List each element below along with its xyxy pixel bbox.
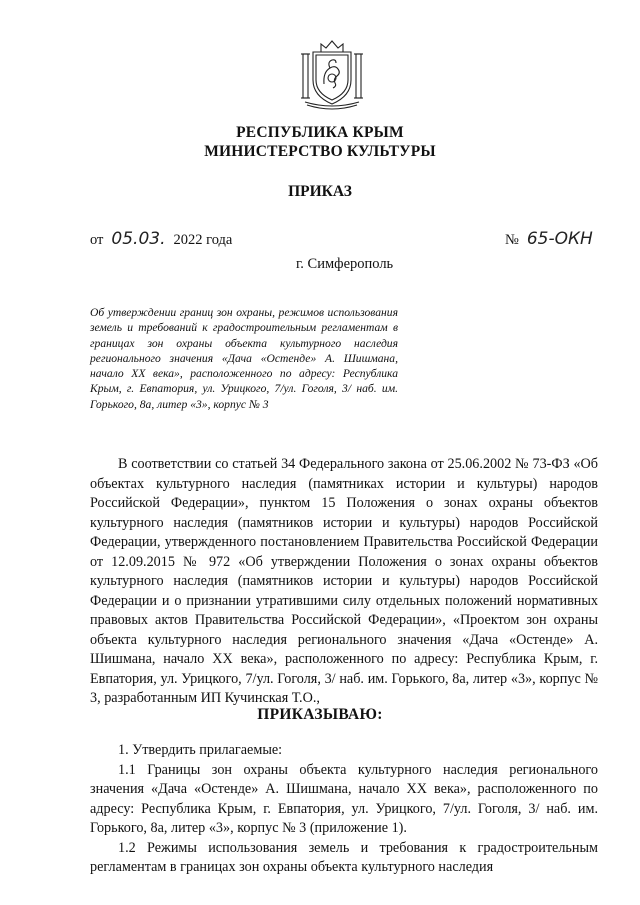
document-number: [505, 229, 601, 249]
preamble-paragraph: В соответствии со статьей 34 Федерального закона от 25.06.2002 № 73-ФЗ «Об объектах культурного наследия (памятниках истории и культуры) народов Российской Федерации», пунктом 15 Положения о зонах охраны объектов культурного наследия (памятников истории и культуры) народов Российской Федерации, утвержденного постановлением Правительства Российской Федерации от 12.09.2015 № 972 «Об утверждении Положения о зонах охраны объектов культурного наследия (памятников истории и культуры) народов Российской Федерации и о признании утратившими силу отдельных положений нормативных правовых актов Правительства Российской Федерации», «Проектом зон охраны объекта культурного наследия регионального значения «Дача «Остенде» А. Шишмана, начало XX века», расположенного по адресу: Республика Крым, г. Евпатория, ул. Урицкого, 7/ул. Гоголя, 3/ наб. им. Горького, 8а, литер «3», корпус № 3, разработанным ИП Кучинская Т.О.,: [90, 456, 598, 706]
order-item: 1. Утвердить прилагаемые:: [118, 742, 283, 758]
number-sign: №: [505, 232, 519, 248]
number-handwritten: 65-ОКН: [526, 229, 593, 249]
order-item: 1.2 Режимы использования земель и требования к градостроительным регламентам в границах зон охраны объекта культурного наследия: [90, 839, 598, 875]
date-handwritten: 05.03.: [111, 229, 166, 249]
header-ministry: МИНИСТЕРСТВО КУЛЬТУРЫ: [204, 143, 436, 160]
date-prefix: от: [90, 232, 104, 248]
city: г. Симферополь: [296, 256, 394, 272]
order-items: [90, 741, 598, 878]
date-year: 2022 года: [173, 232, 233, 248]
document-type: ПРИКАЗ: [288, 183, 352, 200]
document-date: [90, 229, 232, 249]
order-word: ПРИКАЗЫВАЮ:: [257, 706, 383, 723]
header-republic: РЕСПУБЛИКА КРЫМ: [236, 124, 404, 141]
order-item: 1.1 Границы зон охраны объекта культурного наследия регионального значения «Дача «Остенде» А. Шишмана, начало XX века», расположенного по адресу: Республика Крым, г. Евпатория, ул. Урицкого, 7/ул. Гоголя, 3/ наб. им. Горького, 8а, литер «3», корпус № 3 (приложение 1).: [90, 761, 598, 836]
crimea-coat-of-arms-emblem: [297, 38, 367, 110]
document-subject: Об утверждении границ зон охраны, режимов использования земель и требований к градостроительным регламентам в границах зон охраны объекта культурного наследия регионального значения «Дача «Остенде» А. Шишмана, начало XX века», расположенного по адресу: Республика Крым, г. Евпатория, ул. Урицкого, 7/ул. Гоголя, 3/ наб. им. Горького, 8а, литер «3», корпус № 3: [90, 306, 398, 411]
